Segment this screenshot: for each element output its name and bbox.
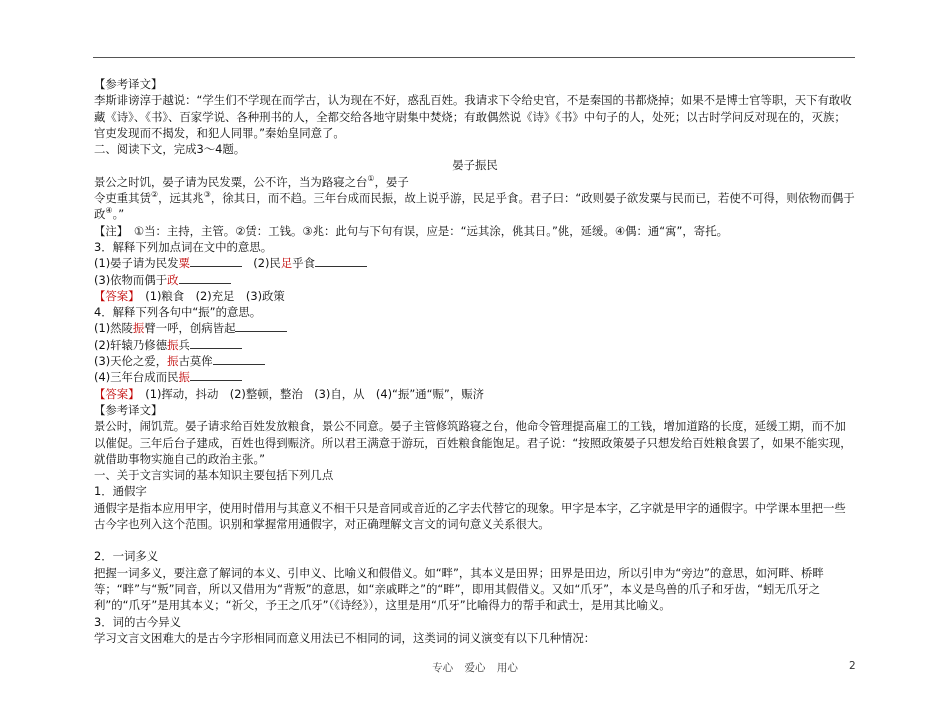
footnote-mark: ③ [203,190,211,200]
passage-text: ，远其兆 [158,191,204,206]
document-body [94,76,856,646]
page-footer [0,660,950,675]
passage-line-2 [94,190,856,223]
dotted-word: 政 [167,272,179,287]
item-text: 兵 [178,337,190,352]
answer-4 [94,386,856,402]
answer-blank [235,321,287,332]
item-text: (2)民 [241,256,281,271]
item-text: 乎食 [292,256,316,271]
answer-blank [190,338,242,349]
subheading-2: 2．一词多义 [94,549,159,564]
item-text: 古莫侔 [178,354,213,369]
dotted-word: 振 [167,337,179,352]
item-text: (3)天伦之爱， [94,354,168,369]
item-text: (1)然陵 [94,321,133,336]
ref-translation-1: 李斯诽谤淳于越说：“学生们不学现在而学古，认为现在不好，惑乱百姓。我请求下令给史官，不是秦国的书都烧掉；如果不是博士官等职，天下有敢收藏《诗》、《书》、百家学说、各种刑书的人，全都交给各地守尉集中焚烧；有敢偶然说《诗》《书》中句子的人，处死；以古时学问反对现在的，灭族；官吏发现而不揭发，和犯人同罪。”秦始皇同意了。 [94,93,852,140]
passage-notes: 【注】 ①当：主持，主管。②赁：工钱。③兆：此句与下句有误，应是：“远其涂，佻其日。”佻，延缓。④偶：通“寓”，寄托。 [94,223,728,238]
item-text: (3)依物而偶于 [94,272,168,287]
footnote-mark: ② [150,190,159,200]
dotted-word: 粟 [178,256,190,271]
question-4-item-2 [94,337,856,353]
dotted-word: 振 [132,321,145,336]
passage-text: 。” [112,207,125,222]
paragraph-2: 把握一词多义，要注意了解词的本义、引申义、比喻义和假借义。如“畔”，其本义是田界；田界是田边，所以引申为“旁边”的意思，如河畔、桥畔等；“畔”与“叛”同音，所以又借用为“背叛”的意思，如“亲戚畔之”的“畔”，即用其假借义。又如“爪牙”，本义是鸟兽的爪子和牙齿，“蚓无爪牙之利”的“爪牙”是用其本义；“祈父，予王之爪牙”（《诗经》），这里是用“爪牙”比喻得力的帮手和武士，是用其比喻义。 [94,565,824,613]
spacer [94,532,856,548]
answer-label: 【答案】 [94,288,134,303]
passage-title: 晏子振民 [452,158,498,173]
passage-text: ，徐其日，而不趋。三年台成而民振，故上说乎游，民足乎食。君子曰：“政则晏子欲发粟与民而已，若使不可得，则依物而偶于政 [94,191,855,222]
answer-blank [190,370,242,381]
footer-word: 用心 [496,662,518,674]
answer-label: 【答案】 [94,386,134,401]
footnote-mark: ① [367,173,375,183]
question-4-item-1 [94,320,856,336]
dotted-word: 足 [280,256,293,271]
footer-word: 专心 [432,662,454,674]
header-rule [93,57,855,58]
ref-translation-2: 景公时，闹饥荒。晏子请求给百姓发放粮食，景公不同意。晏子主管修筑路寝之台，他命令管理提高雇工的工钱，增加道路的长度，延缓工期，而不加以催促。三年后台子建成，百姓也得到赈济。所以君王满意于游玩，百姓粮食能饱足。君子说：“按照政策晏子只想发给百姓粮食罢了，如果不能实现，就借助事物实施自己的政治主张。” [94,419,852,466]
page-number: 2 [849,660,856,672]
footer-word: 爱心 [464,662,486,674]
paragraph-1: 通假字是指本应用甲字，使用时借用与其意义不相干只是音同或音近的乙字去代替它的现象。甲字是本字，乙字就是甲字的通假字。中学课本里把一些古今字也列入这个范围。识别和掌握常用通假字，对正确理解文言文的词句意义关系很大。 [94,500,846,532]
answer-blank [179,273,231,284]
question-3-items-b [94,272,856,288]
subheading-1: 1．通假字 [94,484,147,499]
question-4-item-4 [94,369,856,385]
passage-text: ，晏子 [374,174,409,189]
subheading-3: 3．词的古今异义 [94,614,181,629]
passage-text: 令吏重其赁 [94,191,151,206]
ref-heading-2: 【参考译文】 [94,402,163,417]
answer-3 [94,288,856,304]
section-heading: 一、关于文言实词的基本知识主要包括下列几点 [94,468,334,483]
ref-heading-1: 【参考译文】 [94,77,163,91]
question-section-heading: 二、阅读下文，完成3～4题。 [94,142,246,157]
passage-text: 景公之时饥，晏子请为民发粟，公不许，当为路寝之台 [94,174,368,189]
question-3-items-a [94,255,856,271]
question-3: 3．解释下列加点词在文中的意思。 [94,239,273,254]
item-text: (4)三年台成而民 [94,370,179,385]
question-4-item-3 [94,353,856,369]
answer-blank [190,256,242,267]
answer-blank [315,256,367,267]
item-text: 臂一呼，创病皆起 [144,321,236,336]
dotted-word: 振 [178,370,190,385]
question-4: 4．解释下列各句中“振”的意思。 [94,305,262,320]
answer-text: (1)粮食 (2)充足 (3)政策 [133,288,285,303]
answer-text: (1)挥动，抖动 (2)整顿，整治 (3)自，从 (4)“振”通“赈”，赈济 [133,386,485,401]
answer-blank [213,354,265,365]
passage-line-1 [94,174,856,190]
footnote-mark: ④ [105,206,113,216]
dotted-word: 振 [167,354,179,369]
paragraph-3: 学习文言文困难大的是古今字形相同而意义用法已不相同的词，这类词的词义演变有以下几种情况： [94,630,596,645]
item-text: (1)晏子请为民发 [94,256,179,271]
item-text: (2)轩辕乃修德 [94,337,168,352]
